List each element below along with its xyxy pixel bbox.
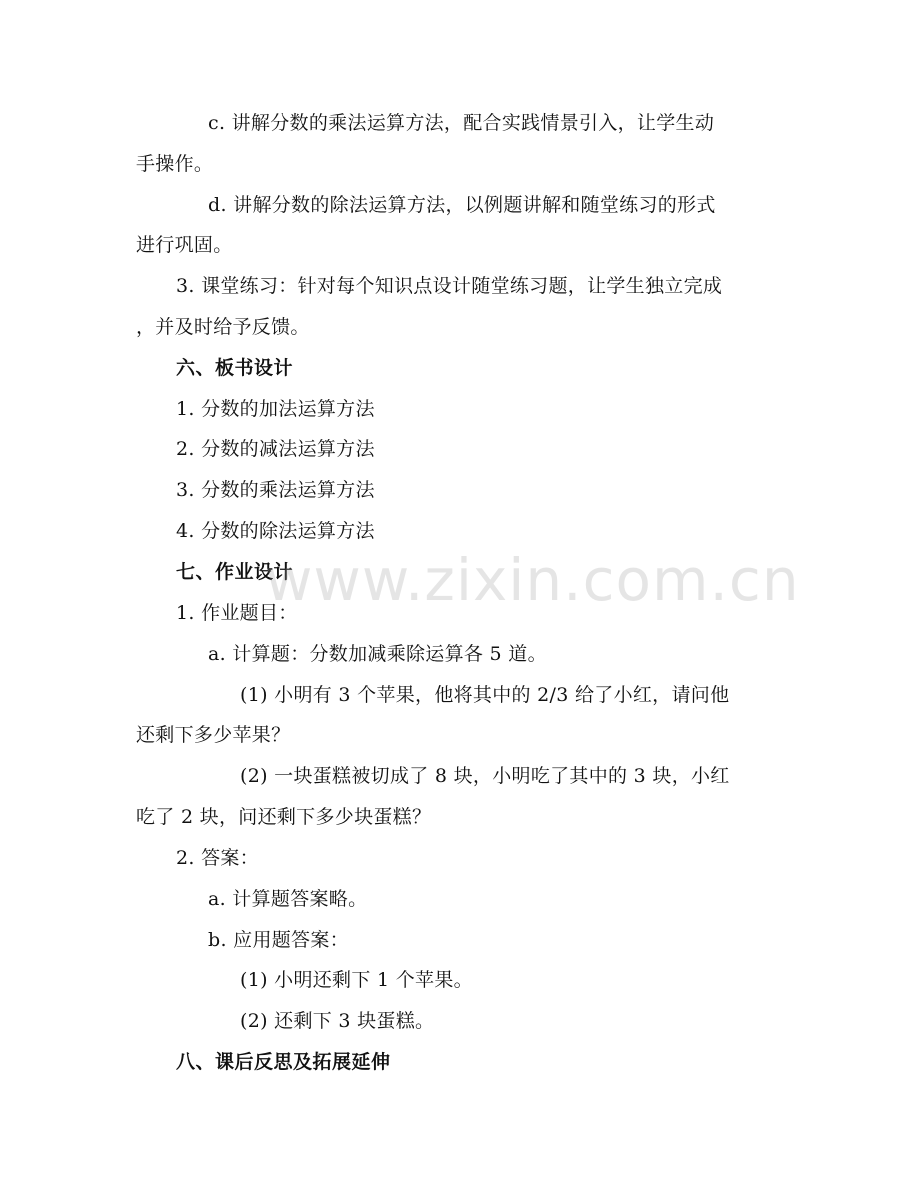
board-item-multiplication: 3. 分数的乘法运算方法 [176,479,375,501]
text-line-classroom-practice: 3. 课堂练习：针对每个知识点设计随堂练习题，让学生独立完成 [176,275,723,297]
answers-label: 2. 答案： [176,847,259,869]
homework-problem-2-cont: 吃了 2 块，问还剩下多少块蛋糕？ [136,806,432,828]
answer-2: (2) 还剩下 3 块蛋糕。 [240,1010,435,1032]
answer-1: (1) 小明还剩下 1 个苹果。 [240,969,473,991]
homework-questions-label: 1. 作业题目： [176,602,298,624]
section-heading-board-design: 六、板书设计 [176,357,294,379]
text-line-hands-on: 手操作。 [136,153,214,175]
text-line-c-multiplication: c. 讲解分数的乘法运算方法，配合实践情景引入，让学生动 [208,112,715,134]
watermark: www.zixin.com.cn [265,546,800,614]
board-item-subtraction: 2. 分数的减法运算方法 [176,438,375,460]
text-line-consolidate: 进行巩固。 [136,234,233,256]
board-item-division: 4. 分数的除法运算方法 [176,520,375,542]
homework-problem-1: (1) 小明有 3 个苹果，他将其中的 2/3 给了小红，请问他 [240,684,730,706]
homework-calculation: a. 计算题：分数加减乘除运算各 5 道。 [208,643,547,665]
text-line-d-division: d. 讲解分数的除法运算方法，以例题讲解和随堂练习的形式 [208,194,716,216]
section-heading-reflection: 八、课后反思及拓展延伸 [176,1051,391,1073]
answer-calculation: a. 计算题答案略。 [208,888,368,910]
answer-application: b. 应用题答案： [208,929,349,951]
homework-problem-1-cont: 还剩下多少苹果？ [136,724,291,746]
section-heading-homework: 七、作业设计 [176,561,294,583]
board-item-addition: 1. 分数的加法运算方法 [176,398,375,420]
text-line-feedback: ，并及时给予反馈。 [136,316,310,338]
homework-problem-2: (2) 一块蛋糕被切成了 8 块，小明吃了其中的 3 块，小红 [240,765,730,787]
